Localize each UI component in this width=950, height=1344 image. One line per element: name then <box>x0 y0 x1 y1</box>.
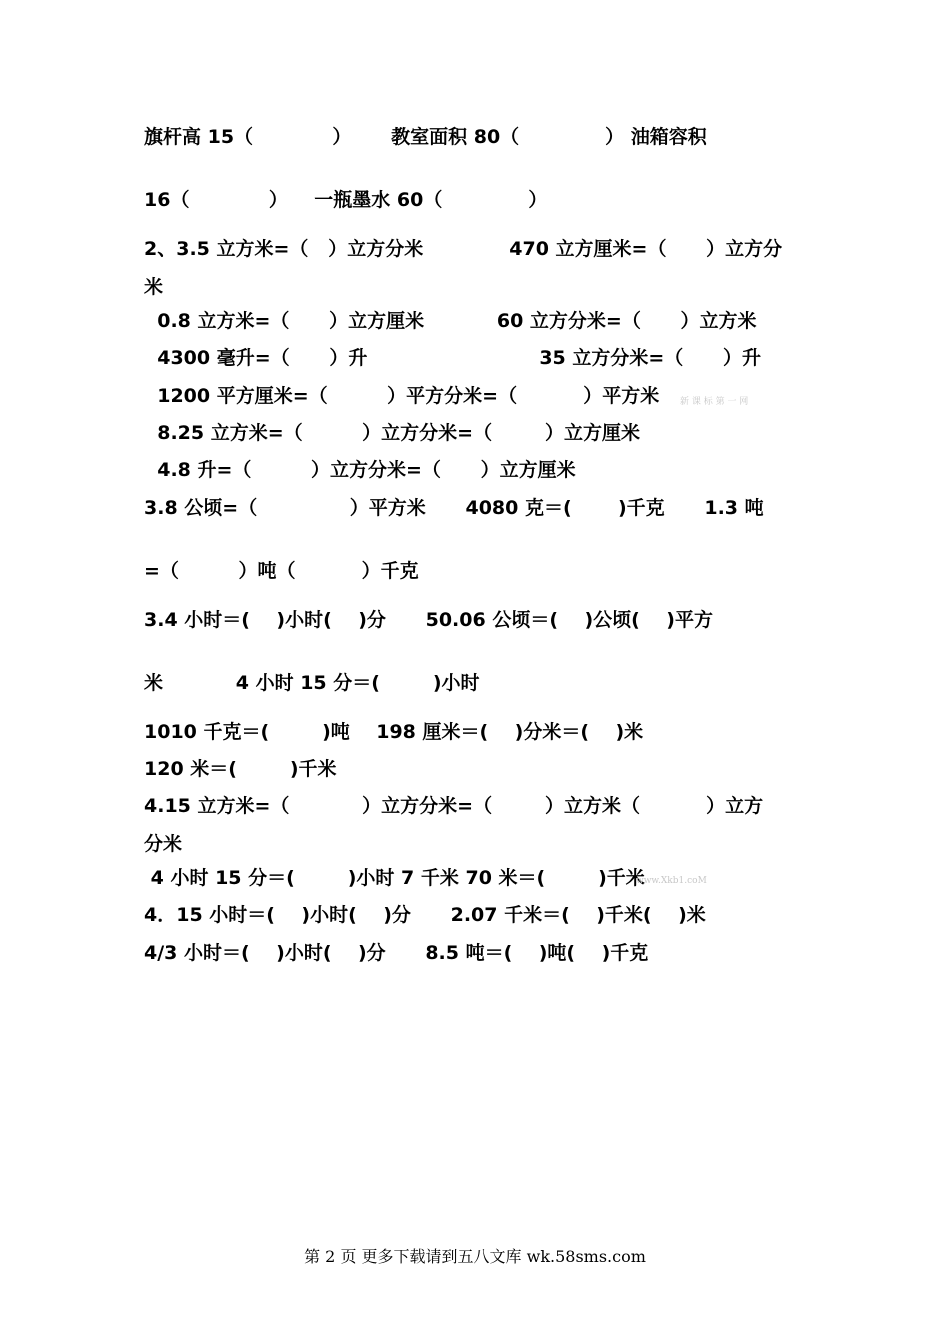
text-line: 8.25 立方米=（ ）立方分米=（ ）立方厘米 <box>144 422 641 444</box>
text-line: 米 <box>144 276 164 298</box>
watermark-text: 新 课 标 第 一 网 <box>680 397 749 407</box>
text-line: 4．15 小时＝( )小时( )分 2.07 千米＝( )千米( )米 <box>144 904 706 926</box>
text-line: 1010 千克＝( )吨 198 厘米＝( )分米＝( )米 <box>144 721 644 743</box>
text-line: 3.4 小时＝( )小时( )分 50.06 公顷＝( )公顷( )平方 <box>144 609 713 631</box>
text-line: 旗杆高 15（ ） 教室面积 80（ ） 油箱容积 <box>144 126 707 148</box>
watermark-text: www.Xkb1.coM <box>636 876 707 886</box>
text-line: 4.8 升=（ ）立方分米=（ ）立方厘米 <box>144 459 576 481</box>
text-line: 3.8 公顷=（ ）平方米 4080 克＝( )千克 1.3 吨 <box>144 497 764 519</box>
text-line: 16（ ） 一瓶墨水 60（ ） <box>144 189 548 211</box>
text-line: 4 小时 15 分＝( )小时 7 千米 70 米＝( )千米 <box>144 867 645 889</box>
text-line: =（ ）吨（ ）千克 <box>144 560 419 582</box>
text-line: 米 4 小时 15 分＝( )小时 <box>144 672 480 694</box>
text-line: 4/3 小时＝( )小时( )分 8.5 吨＝( )吨( )千克 <box>144 942 649 964</box>
text-line: 4300 毫升=（ ）升 35 立方分米=（ ）升 <box>144 347 761 369</box>
text-line: 120 米＝( )千米 <box>144 758 337 780</box>
text-line: 1200 平方厘米=（ ）平方分米=（ ）平方米 <box>144 385 660 407</box>
text-line: 0.8 立方米=（ ）立方厘米 60 立方分米=（ ）立方米 <box>144 310 757 332</box>
text-line: 4.15 立方米=（ ）立方分米=（ ）立方米（ ）立方 <box>144 795 764 817</box>
text-line: 2、3.5 立方米=（ ）立方分米 470 立方厘米=（ ）立方分 <box>144 238 783 260</box>
page-footer: 第 2 页 更多下载请到五八文库 wk.58sms.com <box>304 1247 646 1266</box>
text-line: 分米 <box>144 833 183 855</box>
